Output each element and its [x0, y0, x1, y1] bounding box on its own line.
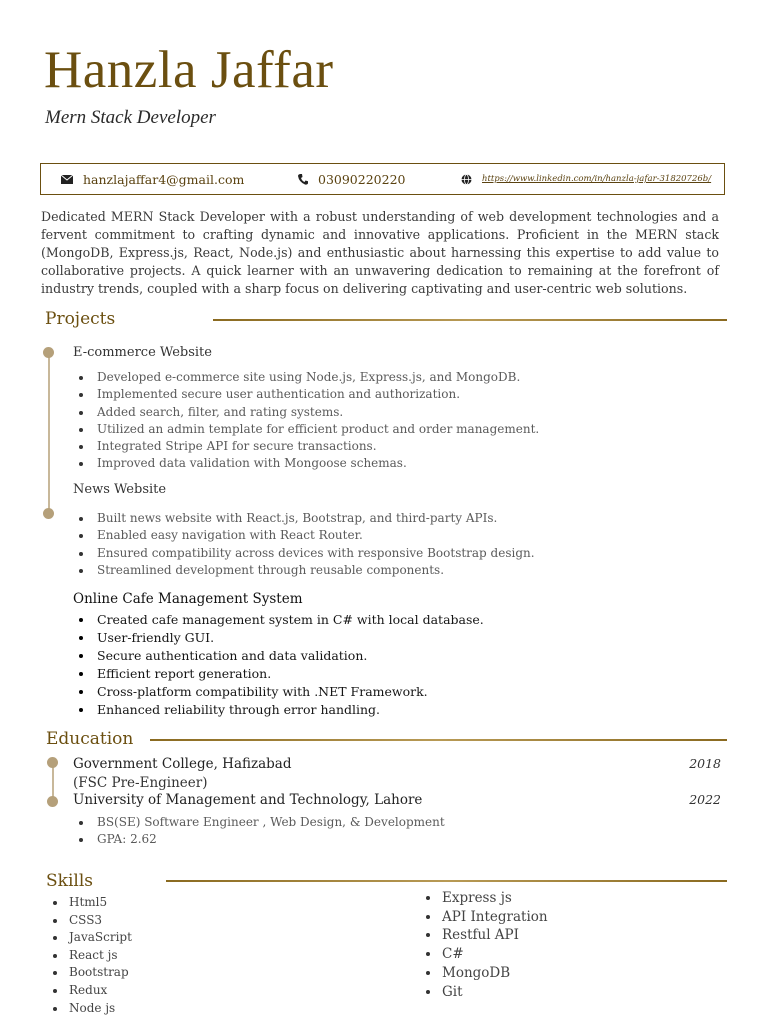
education-year: 2018 — [689, 756, 721, 771]
list-item: Streamlined development through reusable components. — [79, 562, 535, 579]
skill-item: React js — [53, 947, 132, 965]
contact-phone[interactable] — [298, 164, 405, 194]
project-bullets — [79, 611, 484, 719]
list-item: Ensured compatibility across devices with responsive Bootstrap design. — [79, 545, 535, 562]
school-detail: (FSC Pre-Engineer) — [73, 775, 208, 791]
list-item: Built news website with React.js, Bootstrap, and third-party APIs. — [79, 510, 535, 527]
linkedin-link[interactable]: https://www.linkedin.com/in/hanzla-jafar-31820726b/ — [482, 174, 712, 184]
skill-item: API Integration — [426, 908, 548, 927]
skill-item: Git — [426, 983, 548, 1002]
education-heading: Education — [46, 729, 134, 749]
projects-heading: Projects — [45, 309, 116, 329]
envelope-icon — [61, 175, 73, 184]
project-bullets — [79, 369, 539, 473]
skill-item: Express js — [426, 889, 548, 908]
professional-summary: Dedicated MERN Stack Developer with a robust understanding of web development technologies and a fervent commitment to crafting dynamic and innovative applications. Proficient in the MERN stack (MongoDB, Express.js, React, Node.js) and enthusiastic about harnessing this expertise to add value to collaborative projects. A quick learner with an unwavering dedication to remaining at the forefront of industry trends, coupled with a sharp focus on delivering captivating and user-centric web solutions. — [41, 209, 719, 296]
list-item: Developed e-commerce site using Node.js, Express.js, and MongoDB. — [79, 369, 539, 386]
school-name: University of Management and Technology, Lahore — [73, 792, 423, 808]
candidate-name: Hanzla Jaffar — [44, 41, 334, 99]
list-item: Enhanced reliability through error handling. — [79, 701, 484, 719]
projects-timeline — [48, 352, 50, 514]
skill-item: C# — [426, 945, 548, 964]
skill-item: Node js — [53, 1000, 132, 1018]
education-year: 2022 — [689, 792, 721, 807]
education-bullets — [79, 814, 445, 849]
skills-rule — [166, 880, 727, 882]
list-item: Created cafe management system in C# with local database. — [79, 611, 484, 629]
list-item: Utilized an admin template for efficient product and order management. — [79, 421, 539, 438]
skill-item: CSS3 — [53, 912, 132, 930]
project-title: Online Cafe Management System — [73, 591, 303, 607]
project-title: News Website — [73, 482, 167, 497]
contact-linkedin[interactable] — [461, 164, 711, 194]
contact-email[interactable] — [61, 164, 244, 194]
skill-item: Html5 — [53, 894, 132, 912]
projects-rule — [213, 319, 727, 321]
skill-item: Bootstrap — [53, 964, 132, 982]
list-item: Secure authentication and data validation. — [79, 647, 484, 665]
list-item: BS(SE) Software Engineer , Web Design, & Development — [79, 814, 445, 831]
job-title: Mern Stack Developer — [45, 107, 216, 128]
phone-icon — [298, 174, 308, 185]
list-item: Enabled easy navigation with React Router. — [79, 527, 535, 544]
timeline-dot — [47, 757, 58, 768]
list-item: Integrated Stripe API for secure transactions. — [79, 438, 539, 455]
school-name: Government College, Hafizabad — [73, 756, 292, 772]
project-title: E-commerce Website — [73, 345, 212, 360]
list-item: Improved data validation with Mongoose schemas. — [79, 455, 539, 472]
skill-item: Restful API — [426, 926, 548, 945]
list-item: Efficient report generation. — [79, 665, 484, 683]
list-item: Implemented secure user authentication and authorization. — [79, 386, 539, 403]
skills-heading: Skills — [46, 871, 93, 891]
list-item: User-friendly GUI. — [79, 629, 484, 647]
list-item: Added search, filter, and rating systems. — [79, 404, 539, 421]
timeline-dot — [43, 347, 54, 358]
globe-icon — [461, 174, 472, 185]
email-text[interactable]: hanzlajaffar4@gmail.com — [83, 171, 245, 187]
skill-item: Redux — [53, 982, 132, 1000]
skill-item: MongoDB — [426, 964, 548, 983]
timeline-dot — [43, 508, 54, 519]
education-rule — [150, 739, 727, 741]
timeline-dot — [47, 796, 58, 807]
skill-item: JavaScript — [53, 929, 132, 947]
list-item: Cross-platform compatibility with .NET Framework. — [79, 683, 484, 701]
contact-bar — [40, 163, 725, 195]
skills-list-right — [426, 889, 548, 1001]
phone-text[interactable]: 03090220220 — [318, 171, 406, 187]
list-item: GPA: 2.62 — [79, 831, 445, 848]
skills-list-left — [53, 894, 132, 1017]
project-bullets — [79, 510, 535, 579]
